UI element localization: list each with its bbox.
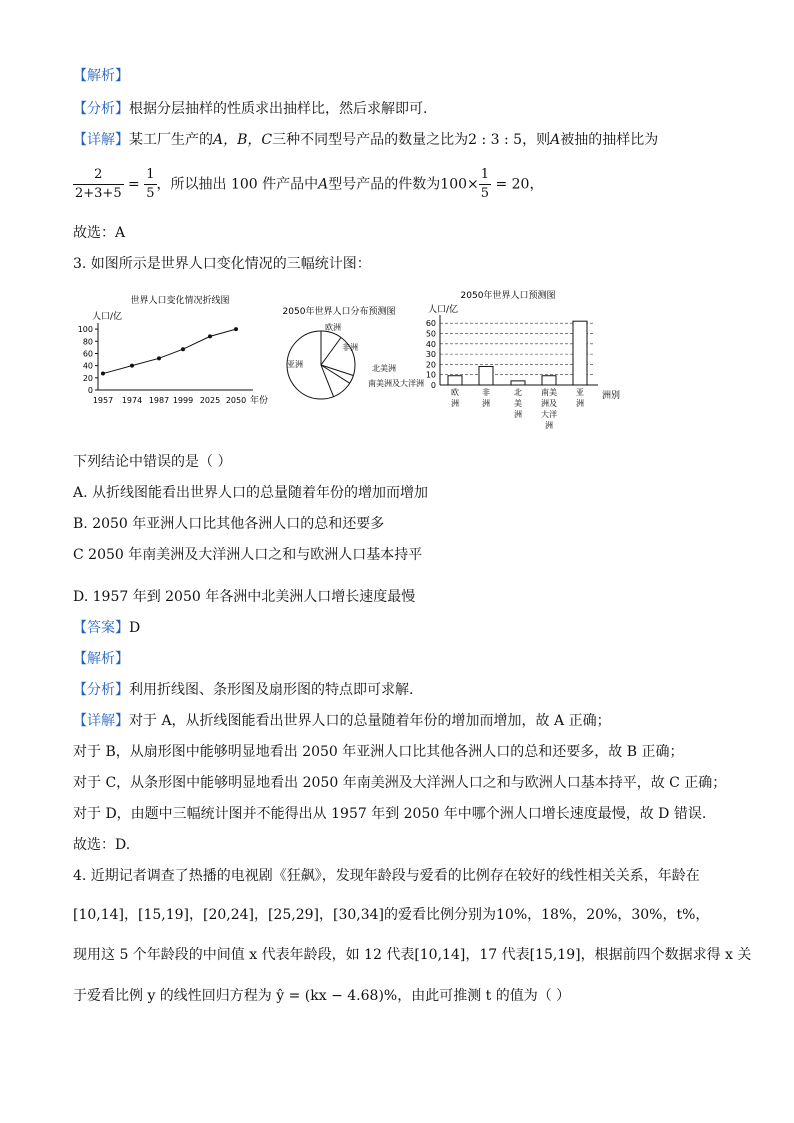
line-chart-xlabel: 年份 (250, 396, 269, 406)
q3-fenxi-tag: 【分析】 (73, 682, 129, 698)
q3-option-a: A. 从折线图能看出世界人口的总量随着年份的增加而增加 (73, 485, 429, 501)
bar-chart-category-label: 亚洲 (576, 388, 584, 408)
bar-chart-category-label: 北美洲 (514, 388, 522, 419)
q3-answer-line (73, 618, 140, 638)
line-chart-y-tick-label: 60 (82, 349, 93, 359)
line-chart-y-tick-label: 80 (82, 337, 93, 347)
q3-xiangjie-tag: 【详解】 (73, 713, 129, 729)
bar (573, 321, 587, 385)
line-chart-point (234, 327, 238, 331)
line-chart-y-tick-label: 20 (82, 373, 93, 383)
bar (448, 376, 462, 385)
q2-formula-line (73, 166, 543, 203)
bar-chart-category-label: 欧洲 (451, 388, 459, 408)
q2-xiangjie-line (73, 130, 658, 150)
q2-xiangjie-b: 三种不同型号产品的数量之比为 (272, 132, 469, 148)
bar-chart (418, 285, 638, 445)
bar (511, 381, 525, 385)
q3-detail-b: 对于 B，从扇形图中能够明显地看出 2050 年亚洲人口比其他各洲人口的总和还要多，故 B 正确； (73, 744, 684, 760)
bar-chart-y-tick-label: 50 (425, 329, 436, 339)
q3-stem: 3. 如图所示是世界人口变化情况的三幅统计图： (73, 256, 371, 272)
q2-ratio: 2 : 3 : 5 (468, 132, 523, 148)
q2-fenxi-tag: 【分析】 (73, 101, 129, 117)
bar-chart-xlabel: 洲别 (602, 391, 621, 401)
bar-chart-ylabel: 人口/亿 (428, 305, 459, 315)
q3-option-b: B. 2050 年亚洲人口比其他各洲人口的总和还要多 (73, 516, 385, 532)
q2-fenxi-text: 根据分层抽样的性质求出抽样比，然后求解即可. (129, 101, 428, 117)
pie-chart-title: 2050年世界人口分布预测图 (282, 307, 396, 317)
q2-var-a-2: A (318, 176, 329, 193)
q2-fraction-2 (144, 166, 156, 203)
q4-line3: 现用这 5 个年龄段的中间值 x 代表年龄段，如 12 代表[10,14]，17 代表[15,19]，根据前四个数据求得 x 关 (73, 947, 752, 963)
q3-question: 下列结论中错误的是（ ） (73, 454, 232, 470)
q3-fenxi-text: 利用折线图、条形图及扇形图的特点即可求解. (129, 682, 414, 698)
q2-frac2-den: 5 (146, 186, 155, 201)
pie-slice-label: 非洲 (342, 343, 358, 352)
bar (542, 376, 556, 385)
line-chart-point (181, 347, 185, 351)
q2-frac3-num: 1 (479, 166, 491, 185)
line-chart-x-tick-label: 2050 (225, 396, 247, 405)
pie-slice-label: 欧洲 (325, 323, 341, 332)
q3-conclusion: 故选：D. (73, 837, 131, 853)
bar-chart-y-tick-label: 60 (425, 319, 436, 329)
line-chart-y-tick-label: 100 (77, 325, 93, 335)
bar-chart-category-label: 非洲 (482, 388, 490, 408)
pie-slice-label: 北美洲 (372, 364, 396, 373)
line-chart-ylabel: 人口/亿 (92, 312, 123, 322)
q2-fenxi-line (73, 99, 427, 119)
bar-chart-title: 2050年世界人口预测图 (460, 291, 556, 301)
q2-fraction-1 (73, 166, 124, 203)
q2-fraction-3 (479, 166, 491, 203)
line-chart-point (101, 372, 105, 376)
q2-result: = 20， (491, 176, 544, 193)
pie-chart (272, 290, 424, 410)
q2-frac2-num: 1 (144, 166, 156, 185)
q3-detail-a: 对于 A，从折线图能看出世界人口的总量随着年份的增加而增加，故 A 正确； (129, 713, 611, 729)
q2-text2a: ，所以抽出 100 件产品中 (156, 176, 319, 193)
q3-option-c: C 2050 年南美洲及大洋洲人口之和与欧洲人口基本持平 (73, 547, 423, 563)
bar (479, 366, 493, 385)
pie-slice-label: 亚洲 (287, 360, 303, 369)
q2-frac1-num: 2 (73, 166, 124, 185)
q2-vars: A，B，C (213, 132, 273, 148)
bar-chart-y-tick-label: 0 (430, 381, 436, 390)
line-chart-x-tick-label: 2025 (199, 396, 221, 405)
q4-line2: [10,14]，[15,19]，[20,24]，[25,29]，[30,34]的爱看比例分别为10%，18%，20%，30%，t%， (73, 907, 710, 923)
bar-chart-y-tick-label: 40 (425, 339, 436, 349)
q2-answer: 故选：A (73, 225, 126, 241)
q2-xiangjie-c: ，则 (522, 132, 551, 148)
q2-eq1: = (123, 176, 145, 193)
q2-xiangjie-tag: 【详解】 (73, 132, 129, 148)
line-chart-series-line (103, 329, 236, 373)
q3-jiexi-tag: 【解析】 (73, 651, 129, 667)
q4-line4: 于爱看比例 y 的线性回归方程为 ŷ = (kx − 4.68)%，由此可推测 t 的值为（ ） (73, 988, 571, 1004)
q3-detail-c: 对于 C，从条形图中能够明显地看出 2050 年南美洲及大洋洲人口之和与欧洲人口基本持平，故 C 正确； (73, 775, 727, 791)
q4-line1: 4. 近期记者调查了热播的电视剧《狂飙》，发现年龄段与爱看的比例存在较好的线性相关关系，年龄在 (73, 868, 700, 884)
line-chart-point (130, 364, 134, 368)
line-chart-x-tick-label: 1999 (172, 396, 194, 405)
line-chart-x-tick-label: 1987 (148, 396, 170, 405)
line-chart-point (157, 356, 161, 360)
bar-chart-y-tick-label: 30 (425, 350, 436, 360)
line-chart-y-tick-label: 0 (87, 386, 93, 395)
bar-chart-y-tick-label: 20 (425, 360, 436, 370)
q3-answer-value: D (129, 620, 141, 636)
q3-option-d: D. 1957 年到 2050 年各洲中北美洲人口增长速度最慢 (73, 589, 416, 605)
q2-frac3-den: 5 (480, 186, 490, 201)
line-chart-x-tick-label: 1974 (121, 396, 143, 405)
q2-var-a: A (550, 132, 561, 148)
q2-xiangjie-a: 某工厂生产的 (129, 132, 213, 148)
line-chart-point (208, 334, 212, 338)
q3-detail-d: 对于 D，由题中三幅统计图并不能得出从 1957 年到 2050 年中哪个洲人口增长速度最慢，故 D 错误. (73, 806, 707, 822)
q3-fenxi-line (73, 680, 413, 700)
q3-answer-tag: 【答案】 (73, 620, 129, 636)
bar-chart-y-tick-label: 10 (425, 370, 436, 380)
q2-xiangjie-d: 被抽的抽样比为 (560, 132, 659, 148)
line-chart (68, 288, 280, 408)
pie-slice-label: 南美洲及大洋洲 (368, 379, 424, 388)
q2-mult: 100× (440, 176, 479, 193)
q2-jiexi-tag: 【解析】 (73, 68, 129, 84)
q2-text2b: 型号产品的件数为 (328, 176, 441, 193)
line-chart-y-tick-label: 40 (82, 361, 93, 371)
line-chart-title: 世界人口变化情况折线图 (130, 296, 230, 306)
bar-chart-category-label: 南美洲及大洋洲 (541, 388, 557, 430)
q3-detail-a-line (73, 711, 611, 731)
line-chart-x-tick-label: 1957 (92, 396, 114, 405)
q2-frac1-den: 2+3+5 (75, 186, 122, 201)
